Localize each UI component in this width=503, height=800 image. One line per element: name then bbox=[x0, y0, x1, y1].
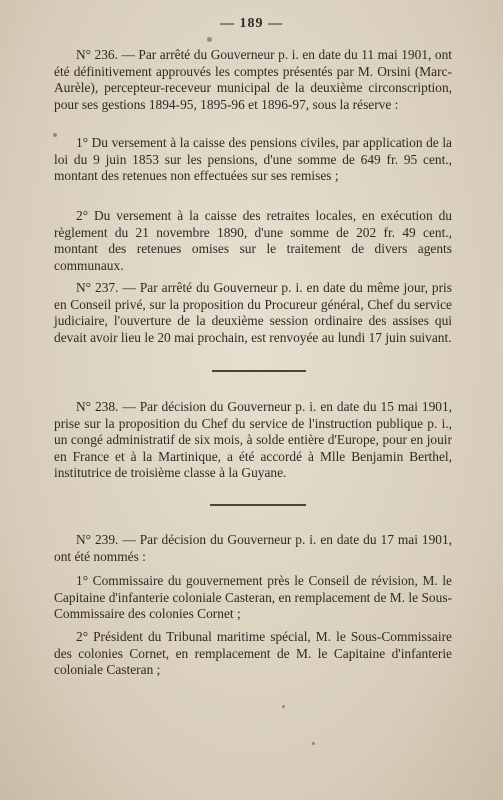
article-238: N° 238. — Par décision du Gouverneur p. i. en date du 15 mai 1901, prise sur la proposition du Chef du service de l'instruction publique p. i., un congé administratif de six mois, à solde entière d'Europe, pour en jouir en France et à la Martinique, a été accordé à Mlle Benjamin Berthel, institutrice de troisième classe à la Guyane. bbox=[54, 399, 452, 481]
section-divider bbox=[212, 370, 306, 372]
article-239-point-2: 2° Président du Tribunal maritime spécial, M. le Sous-Commissaire des colonies Cornet, en remplacement de M. le Capitaine d'infanterie coloniale Casteran ; bbox=[54, 629, 452, 678]
article-239-point-1: 1° Commissaire du gouvernement près le Conseil de révision, M. le Capitaine d'infanterie coloniale Casteran, en remplacement de M. le Sous-Commissaire des colonies Cornet ; bbox=[54, 573, 452, 622]
paper-speck bbox=[207, 37, 212, 42]
paper-speck bbox=[312, 742, 315, 745]
paper-speck bbox=[53, 133, 57, 137]
article-236-point-1: 1° Du versement à la caisse des pensions civiles, par application de la loi du 9 juin 1853 sur les pensions, d'une somme de 649 fr. 95 cent., montant des retenues non effectuées sur ses remises ; bbox=[54, 135, 452, 184]
article-236: N° 236. — Par arrêté du Gouverneur p. i. en date du 11 mai 1901, ont été définitivement approuvés les comptes présentés par M. Orsini (Marc-Aurèle), percepteur-receveur municipal de la deuxième circonscription, pour ses gestions 1894-95, 1895-96 et 1896-97, sous la réserve : bbox=[54, 47, 452, 112]
section-divider bbox=[210, 504, 306, 506]
article-236-point-2: 2° Du versement à la caisse des retraites locales, en exécution du règlement du 21 novembre 1890, d'une somme de 202 fr. 49 cent., montant des retenues omises sur le traitement de divers agents communaux. bbox=[54, 208, 452, 273]
paper-speck bbox=[282, 705, 285, 708]
article-237: N° 237. — Par arrêté du Gouverneur p. i. en date du même jour, pris en Conseil privé, sur la proposition du Procureur général, Chef du service judiciaire, l'ouverture de la deuxième session ordinaire des assises qui devait avoir lieu le 20 mai prochain, est renvoyée au lundi 17 juin suivant. bbox=[54, 280, 452, 345]
article-239: N° 239. — Par décision du Gouverneur p. i. en date du 17 mai 1901, ont été nommés : bbox=[54, 532, 452, 564]
page-number: — 189 — bbox=[220, 16, 283, 31]
